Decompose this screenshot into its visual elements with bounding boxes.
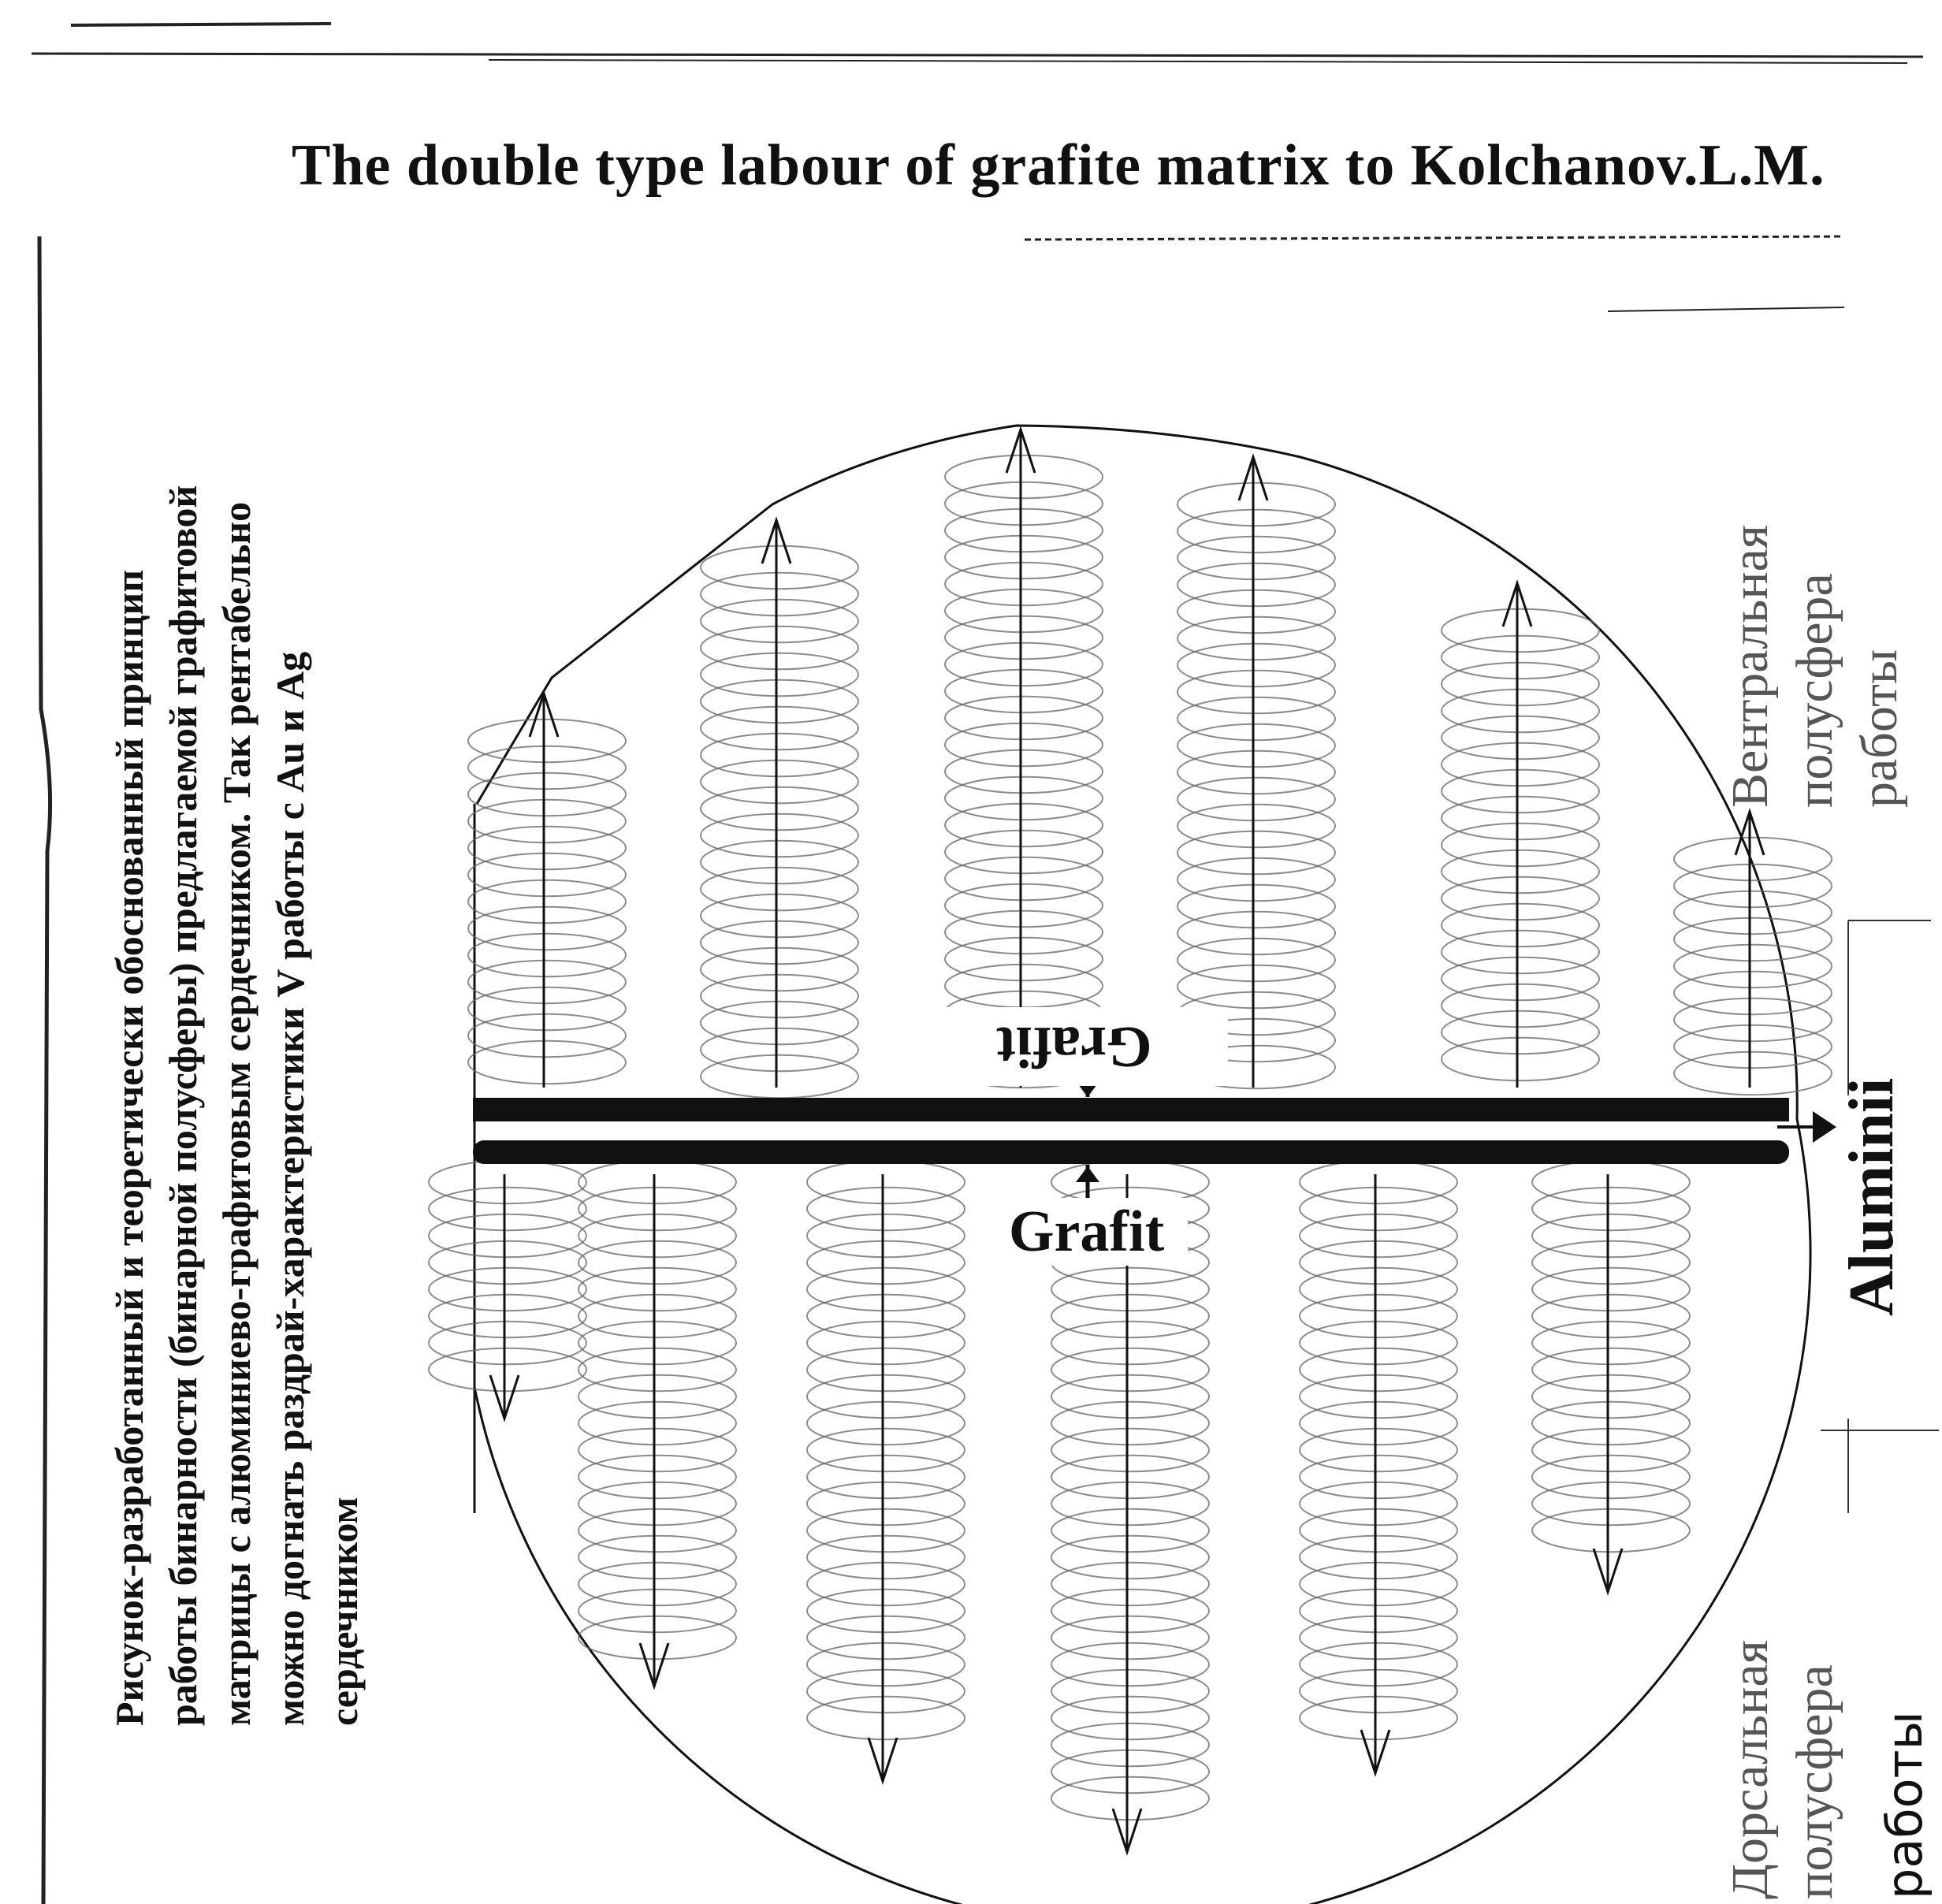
coil-loop [579,1348,736,1391]
coil-loop [1532,1482,1690,1525]
coil-loop [1177,939,1335,981]
coil-loop [1177,590,1335,633]
coil-loop [468,746,626,789]
coil-loop [468,987,626,1030]
coil-loop [1051,1482,1209,1525]
coil-loop [468,853,626,896]
ventral-label-line: работы [1851,649,1908,808]
coil-loop [1177,644,1335,686]
coil-loop [945,777,1103,820]
figure-caption [102,229,370,1726]
coil-loop [1442,636,1599,679]
coil-loop [701,653,858,696]
coil-loop [1177,483,1335,526]
coil-loop [701,814,858,857]
coil-loop [1051,1402,1209,1445]
coil-loop [1532,1268,1690,1311]
coil-loop [701,948,858,991]
coil-loop [701,1002,858,1044]
coil-loop [945,831,1103,873]
coil-loop [807,1697,965,1739]
coil-loop [1300,1456,1457,1498]
coil-loop [807,1616,965,1659]
coil-loop [807,1241,965,1284]
coil-loop [701,573,858,615]
coil-loop [468,880,626,923]
coil-loop [579,1375,736,1418]
coil-loop [807,1563,965,1605]
coil-loop [1177,751,1335,794]
coil-loop [945,616,1103,659]
coil-loop [1177,858,1335,901]
coil-loop [1532,1214,1690,1257]
coil-loop [1051,1509,1209,1552]
coil-loop [1300,1348,1457,1391]
coil-loop [1442,797,1599,839]
coil-loop [579,1616,736,1659]
coil-loop [1442,984,1599,1027]
coil-loop [945,563,1103,605]
coil-loop [1177,537,1335,579]
coil-loop [1051,1322,1209,1364]
coil-loop [945,536,1103,578]
coil-loop [1051,1563,1209,1605]
coil-loop [1300,1268,1457,1311]
coil-loop [945,589,1103,632]
coil-loop [1532,1241,1690,1284]
coil-loop [1300,1590,1457,1632]
coil-loop [579,1456,736,1498]
coil-loop [1051,1295,1209,1337]
coil-loop [1532,1402,1690,1445]
coil-loop [1532,1375,1690,1418]
coil-loop [468,773,626,816]
coil-loop [1177,912,1335,954]
coil-loop [579,1429,736,1471]
coil-loop [945,482,1103,525]
coil-loop [1532,1509,1690,1552]
coil-loop [701,680,858,723]
coil-loop [701,868,858,910]
coil-loop [579,1214,736,1257]
coil-loop [1442,931,1599,973]
coil-loop [579,1295,736,1337]
coil-loop [429,1348,586,1391]
coil-loop [1442,1011,1599,1054]
coil-loop [945,509,1103,552]
coil-loop [579,1482,736,1525]
coil-loop [945,750,1103,793]
coil-loop [429,1161,586,1203]
coil-loop [579,1509,736,1552]
coil-loop [1051,1643,1209,1686]
coil-loop [1674,972,1832,1014]
grafit-label-top: Grafit [921,1007,1228,1086]
coil-loop [701,787,858,830]
caption-line: работы бинарности (бинарной полусферы) предлагаемой графитовой [161,485,205,1726]
coil-loop [429,1214,586,1257]
coil-loop [1051,1590,1209,1632]
coil-loop [807,1643,965,1686]
coil-loop [1300,1375,1457,1418]
coil-loop [701,894,858,937]
coil-loop [1051,1670,1209,1712]
coil-loop [1177,805,1335,847]
coil-loop [1532,1429,1690,1471]
coil-loop [945,938,1103,980]
coil-loop [945,884,1103,927]
coil-loop [945,911,1103,954]
caption-line: Рисунок-разработанный и теоретически обоснованный принцип [107,569,151,1726]
coil-loop [579,1590,736,1632]
coil-loop [1051,1375,1209,1418]
coil-loop [807,1482,965,1525]
coil-loop [1442,904,1599,946]
scan-border [39,236,50,1904]
coil-loop [429,1322,586,1364]
coil-loop [701,841,858,883]
coil-loop [1300,1563,1457,1605]
coil-loop [807,1375,965,1418]
coil-loop [807,1456,965,1498]
coil-loop [579,1161,736,1203]
coil-loop [1051,1429,1209,1471]
coil-loop [1674,865,1832,907]
coil-loop [807,1161,965,1203]
dorsal-label-line: Дорсальная [1721,1639,1779,1899]
coil-loop [1177,778,1335,820]
coil-loop [468,961,626,1003]
coil-loop [1300,1670,1457,1712]
coil-loop [1177,563,1335,606]
coil-loop [701,1028,858,1071]
caption-line: матрицы с алюминиево-графитовым сердечником. Так рентабельно [214,501,259,1726]
coil-loop [1300,1429,1457,1471]
coil-loop [468,720,626,762]
coil-loop [1674,1025,1832,1068]
coil-loop [1674,1052,1832,1095]
coil-loop [579,1268,736,1311]
coil-loop [468,934,626,976]
coil-loop [945,804,1103,846]
coil-loop [807,1322,965,1364]
coil-loop [701,707,858,749]
coil-loop [945,723,1103,766]
coil-loop [1177,617,1335,660]
coil-loop [807,1402,965,1445]
coil-loop [579,1188,736,1230]
coil-loop [701,546,858,589]
coil-loop [1442,716,1599,759]
caption-line: сердечником [322,1497,366,1726]
coil-loop [807,1536,965,1579]
coil-loop [1442,877,1599,920]
coil-loop [1442,1038,1599,1080]
coil-loop [1300,1214,1457,1257]
coil-loop [807,1348,965,1391]
aluminium-label: Aluminii [1837,1077,1907,1316]
coil-loop [1442,958,1599,1000]
coil-loop [1442,690,1599,732]
coil-loop [1674,838,1832,880]
coil-loop [1674,891,1832,934]
coil-loop [701,734,858,776]
coil-loop [1300,1322,1457,1364]
coil-loop [1177,724,1335,767]
coil-loop [1051,1697,1209,1739]
coil-loop [468,907,626,950]
coil-loop [468,1014,626,1057]
coil-loop [701,975,858,1017]
coil-loop [429,1295,586,1337]
coil-loop [807,1429,965,1471]
coil-loop [1300,1295,1457,1337]
coil-loop [807,1188,965,1230]
ventral-label-line: полусфера [1786,573,1843,808]
coil-loop [1674,998,1832,1041]
coil-loop [1300,1697,1457,1739]
coil-loop [945,670,1103,712]
coil-loop [1300,1241,1457,1284]
coil-loop [1177,697,1335,740]
coil-loop [1300,1643,1457,1686]
coil-loop [1442,609,1599,652]
coil-loop [1177,831,1335,874]
coil-loop [1532,1161,1690,1203]
coil-loop [1532,1295,1690,1337]
coil-loop [468,1041,626,1084]
ventral-coils [468,456,1832,1098]
coil-loop [945,643,1103,686]
coil-loop [945,965,1103,1007]
coil-loop [1532,1456,1690,1498]
coil-loop [1300,1616,1457,1659]
coil-loop [1300,1536,1457,1579]
coil-loop [1300,1509,1457,1552]
coil-loop [1051,1777,1209,1820]
coil-loop [468,800,626,842]
coil-loop [1177,510,1335,552]
coil-loop [1051,1750,1209,1793]
coil-loop [579,1322,736,1364]
coil-loop [945,697,1103,739]
coil-loop [579,1402,736,1445]
coil-loop [807,1590,965,1632]
coil-loop [701,627,858,669]
handwritten-word [1876,1711,1933,1899]
coil-loop [807,1214,965,1257]
coil-loop [945,857,1103,900]
coil-loop [1532,1348,1690,1391]
caption-line: можно догнать раздрай-характеристики V работы с Au и Ag [268,651,312,1726]
coil-loop [579,1563,736,1605]
coil-loop [1177,671,1335,713]
coil-loop [1300,1482,1457,1525]
coil-loop [807,1295,965,1337]
grafit-label-bottom: Grafit [985,1198,1188,1266]
coil-loop [945,456,1103,498]
coil-loop [1532,1322,1690,1364]
coil-loop [807,1670,965,1712]
coil-loop [1051,1456,1209,1498]
coil-loop [701,760,858,803]
coil-loop [579,1536,736,1579]
ventral-hemisphere-label [1718,525,1912,808]
coil-loop [1177,885,1335,928]
coil-loop [1442,824,1599,866]
coil-loop [1051,1348,1209,1391]
handwritten-label: работы [1876,1711,1933,1899]
coil-loop [1442,663,1599,705]
coil-loop [468,827,626,869]
hemisphere-circle [474,426,1810,1904]
coil-loop [429,1268,586,1311]
coil-loop [701,600,858,642]
coil-loop [1300,1161,1457,1203]
coil-loop [1051,1536,1209,1579]
coil-loop [1051,1616,1209,1659]
coil-loop [1674,945,1832,987]
coil-loop [807,1268,965,1311]
coil-loop [701,1055,858,1098]
coil-loop [429,1188,586,1230]
coil-loop [1442,770,1599,813]
coil-loop [1442,850,1599,893]
coil-loop [701,921,858,964]
coil-loop [1051,1268,1209,1311]
aluminium-graphite-core [473,1080,1836,1198]
coil-loop [1177,965,1335,1008]
coil-loop [1300,1402,1457,1445]
dorsal-label-line: полусфера [1786,1664,1843,1899]
coil-loop [1442,743,1599,786]
coil-loop [429,1241,586,1284]
ventral-label-line: Вентральная [1721,524,1779,808]
coil-loop [1300,1188,1457,1230]
coil-loop [579,1241,736,1284]
coil-loop [1051,1724,1209,1766]
coil-loop [1674,918,1832,961]
coil-loop [807,1509,965,1552]
coil-loop [1532,1188,1690,1230]
page-title: The double type labour of grafite matrix to Kolchanov.L.M. [292,133,1825,198]
